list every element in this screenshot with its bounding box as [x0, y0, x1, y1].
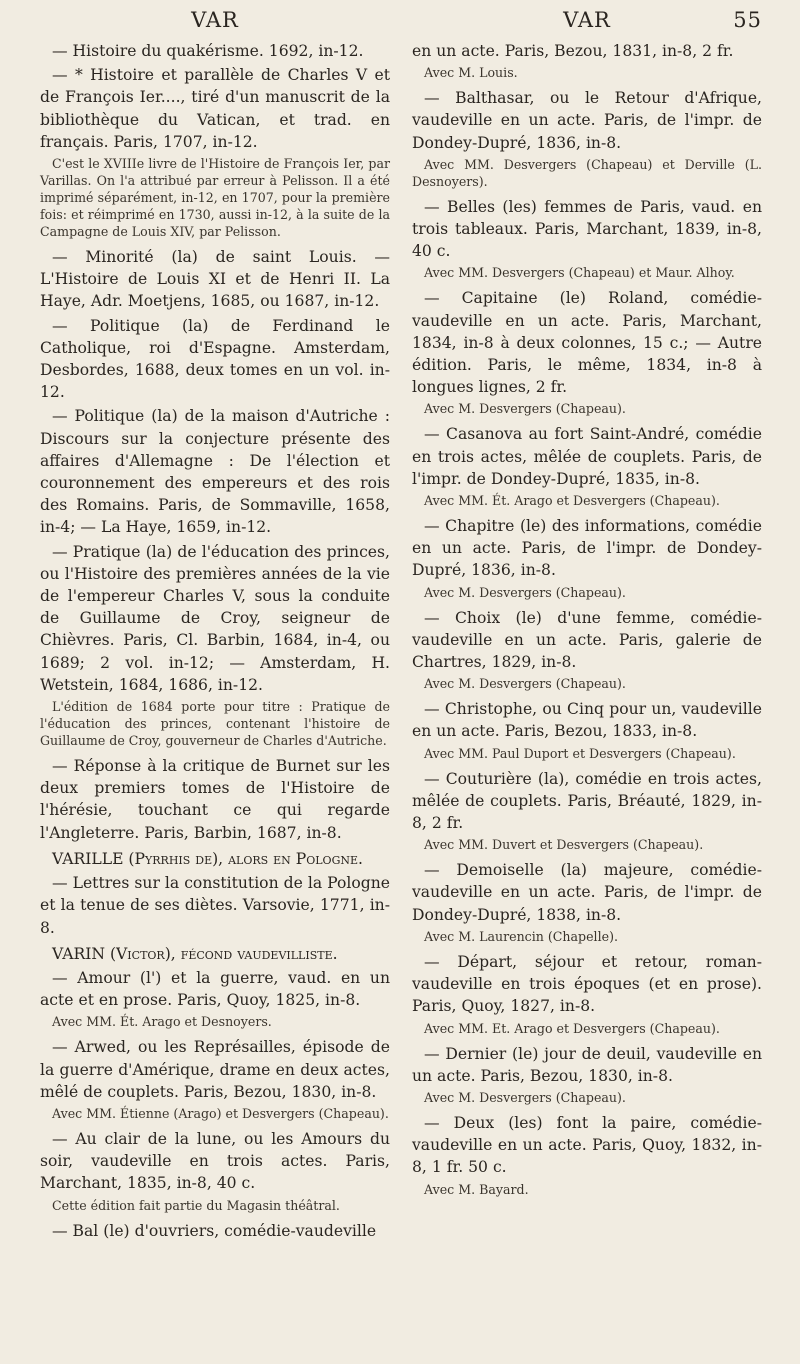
- bibliography-entry: — Lettres sur la constitution de la Pologne et la tenue de ses diètes. Varsovie, 1771, in-8.: [40, 874, 390, 937]
- author-heading: VARIN (Victor), fécond vaudevilliste.: [52, 944, 338, 963]
- bibliography-entry: — * Histoire et parallèle de Charles V et de François Ier...., tiré d'un manuscrit de la bibliothèque du Vatican, et trad. en français. Paris, 1707, in-12.: [40, 66, 390, 151]
- entry-note: Avec M. Desvergers (Chapeau).: [424, 676, 626, 692]
- bibliography-entry: — Christophe, ou Cinq pour un, vaudeville en un acte. Paris, Bezou, 1833, in-8.: [412, 700, 762, 741]
- bibliography-entry: — Amour (l') et la guerre, vaud. en un acte et en prose. Paris, Quoy, 1825, in-8.: [40, 968, 390, 1010]
- bibliography-entry: — Bal (le) d'ouvriers, comédie-vaudeville: [52, 1221, 377, 1240]
- entry-note: Avec M. Bayard.: [424, 1181, 529, 1197]
- entry-note: Avec MM. Paul Duport et Desvergers (Chapeau).: [424, 745, 736, 761]
- bibliography-entry: — Histoire du quakérisme. 1692, in-12.: [52, 42, 364, 60]
- entry-note: Avec MM. Desvergers (Chapeau) et Maur. Alhoy.: [424, 265, 735, 281]
- bibliography-entry: — Belles (les) femmes de Paris, vaud. en trois tableaux. Paris, Marchant, 1839, in-8, 40 c.: [412, 197, 762, 261]
- entry-note: Avec M. Desvergers (Chapeau).: [424, 584, 626, 600]
- bibliography-entry: — Choix (le) d'une femme, comédie-vaudeville en un acte. Paris, galerie de Chartres, 1829, in-8.: [412, 608, 762, 672]
- bibliography-entry: — Politique (la) de la maison d'Autriche : Discours sur la conjecture présente des affaires d'Allemagne : De l'élection et couronnement des empereurs et des rois des Romains. Paris, de Sommaville, 1658, in-4; — La Haye, 1659, in-12.: [40, 407, 390, 537]
- bibliography-entry: — Au clair de la lune, ou les Amours du soir, vaudeville en trois actes. Paris, Marchant, 1835, in-8, 40 c.: [40, 1129, 390, 1193]
- entry-note: Avec MM. Ét. Arago et Desvergers (Chapeau).: [424, 493, 720, 509]
- entry-note: Avec MM. Duvert et Desvergers (Chapeau).: [424, 837, 704, 853]
- bibliography-entry: — Départ, séjour et retour, roman-vaudeville en trois époques (et en prose). Paris, Quoy, 1827, in-8.: [412, 952, 762, 1016]
- entry-note: Avec MM. Étienne (Arago) et Desvergers (Chapeau).: [52, 1105, 389, 1121]
- running-head-right: [412, 8, 762, 38]
- entry-note: Avec M. Desvergers (Chapeau).: [424, 401, 626, 417]
- bibliography-entry: — Demoiselle (la) majeure, comédie-vaudeville en un acte. Paris, de l'impr. de Dondey-Dupré, 1838, in-8.: [412, 861, 762, 924]
- bibliography-entry: — Capitaine (le) Roland, comédie-vaudeville en un acte. Paris, Marchant, 1834, in-8 à deux colonnes, 15 c.; — Autre édition. Paris, le même, 1834, in-8 à longues lignes, 2 fr.: [412, 289, 762, 397]
- bibliography-entry: — Politique (la) de Ferdinand le Catholique, roi d'Espagne. Amsterdam, Desbordes, 1688, deux tomes en un vol. in-12.: [40, 316, 390, 402]
- page-number: 55: [733, 8, 762, 32]
- bibliography-entry: — Deux (les) font la paire, comédie-vaudeville en un acte. Paris, Quoy, 1832, in-8, 1 fr. 50 c.: [412, 1113, 762, 1177]
- bibliography-entry: — Dernier (le) jour de deuil, vaudeville en un acte. Paris, Bezou, 1830, in-8.: [412, 1044, 762, 1085]
- left-column: [40, 40, 390, 1244]
- bibliography-entry: — Casanova au fort Saint-André, comédie en trois actes, mêlée de couplets. Paris, de l'impr. de Dondey-Dupré, 1835, in-8.: [412, 425, 762, 488]
- entry-note: Avec M. Desvergers (Chapeau).: [424, 1089, 626, 1105]
- entry-note: Avec M. Louis.: [424, 65, 518, 81]
- bibliography-entry: — Chapitre (le) des informations, comédie en un acte. Paris, de l'impr. de Dondey-Dupré, 1836, in-8.: [412, 517, 762, 580]
- bibliography-entry: — Pratique (la) de l'éducation des princes, ou l'Histoire des premières années de la vie de l'empereur Charles V, sous la conduite de Guillaume de Croy, seigneur de Chièvres. Paris, Cl. Barbin, 1684, in-4, ou 1689; 2 vol. in-12; — Amsterdam, H. Wetstein, 1684, 1686, in-12.: [40, 542, 390, 694]
- entry-continuation: en un acte. Paris, Bezou, 1831, in-8, 2 fr.: [412, 42, 734, 60]
- running-head-right-title: VAR: [563, 8, 611, 32]
- entry-note: Avec MM. Et. Arago et Desvergers (Chapeau).: [424, 1020, 720, 1036]
- bibliography-entry: — Couturière (la), comédie en trois actes, mêlée de couplets. Paris, Bréauté, 1829, in-8, 2 fr.: [412, 769, 762, 833]
- entry-note: Avec MM. Desvergers (Chapeau) et Derville (L. Desnoyers).: [412, 156, 762, 189]
- right-column: [412, 40, 762, 1204]
- entry-note: Cette édition fait partie du Magasin théâtral.: [52, 1197, 340, 1213]
- entry-note: Avec M. Laurencin (Chapelle).: [424, 928, 618, 944]
- entry-note: C'est le XVIIIe livre de l'Histoire de François Ier, par Varillas. On l'a attribué par erreur à Pelisson. Il a été imprimé séparément, in-12, en 1707, pour la première fois: et réimprimé en 1730, aussi in-12, à la suite de la Campagne de Louis XIV, par Pelisson.: [40, 156, 390, 240]
- author-heading: VARILLE (Pyrrhis de), alors en Pologne.: [52, 849, 363, 868]
- bibliography-entry: — Balthasar, ou le Retour d'Afrique, vaudeville en un acte. Paris, de l'impr. de Dondey-Dupré, 1836, in-8.: [412, 89, 762, 152]
- running-head-left-title: VAR: [191, 8, 239, 32]
- bibliography-entry: — Minorité (la) de saint Louis. — L'Histoire de Louis XI et de Henri II. La Haye, Adr. Moetjens, 1685, ou 1687, in-12.: [40, 248, 390, 311]
- bibliography-entry: — Arwed, ou les Représailles, épisode de la guerre d'Amérique, drame en deux actes, mêlé de couplets. Paris, Bezou, 1830, in-8.: [40, 1038, 390, 1101]
- entry-note: L'édition de 1684 porte pour titre : Pratique de l'éducation des princes, contenant l'histoire de Guillaume de Croy, gouverneur de Charles d'Autriche.: [40, 699, 390, 749]
- entry-note: Avec MM. Ét. Arago et Desnoyers.: [52, 1014, 272, 1030]
- bibliography-entry: — Réponse à la critique de Burnet sur les deux premiers tomes de l'Histoire de l'hérésie, touchant ce qui regarde l'Angleterre. Paris, Barbin, 1687, in-8.: [40, 757, 390, 842]
- running-head-left: [40, 8, 390, 38]
